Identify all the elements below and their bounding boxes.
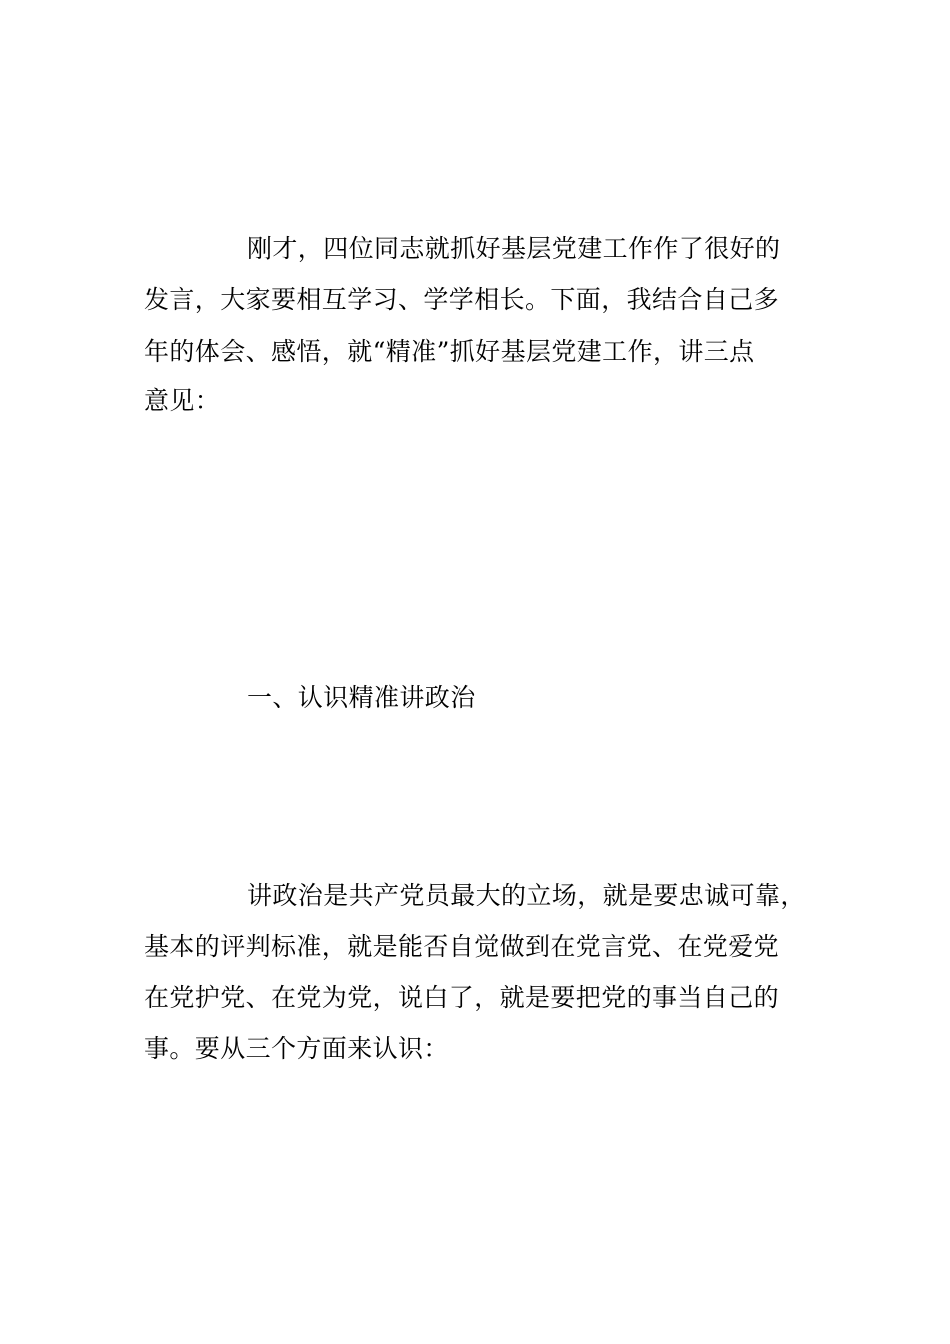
paragraph-line: 讲政治是共产党员最大的立场，就是要忠诚可靠，	[247, 881, 806, 910]
section-heading: 一、认识精准讲政治	[247, 683, 476, 712]
paragraph-line: 基本的评判标准，就是能否自觉做到在党言党、在党爱党	[144, 932, 780, 961]
paragraph-line: 刚才，四位同志就抓好基层党建工作作了很好的	[247, 234, 781, 263]
paragraph-line: 发言，大家要相互学习、学学相长。下面，我结合自己多	[144, 285, 780, 314]
paragraph-line: 意见：	[144, 386, 221, 415]
paragraph-line: 年的体会、感悟，就“精准”抓好基层党建工作，讲三点	[144, 337, 755, 366]
paragraph-line: 事。要从三个方面来认识：	[144, 1034, 449, 1063]
paragraph-line: 在党护党、在党为党，说白了，就是要把党的事当自己的	[144, 983, 780, 1012]
